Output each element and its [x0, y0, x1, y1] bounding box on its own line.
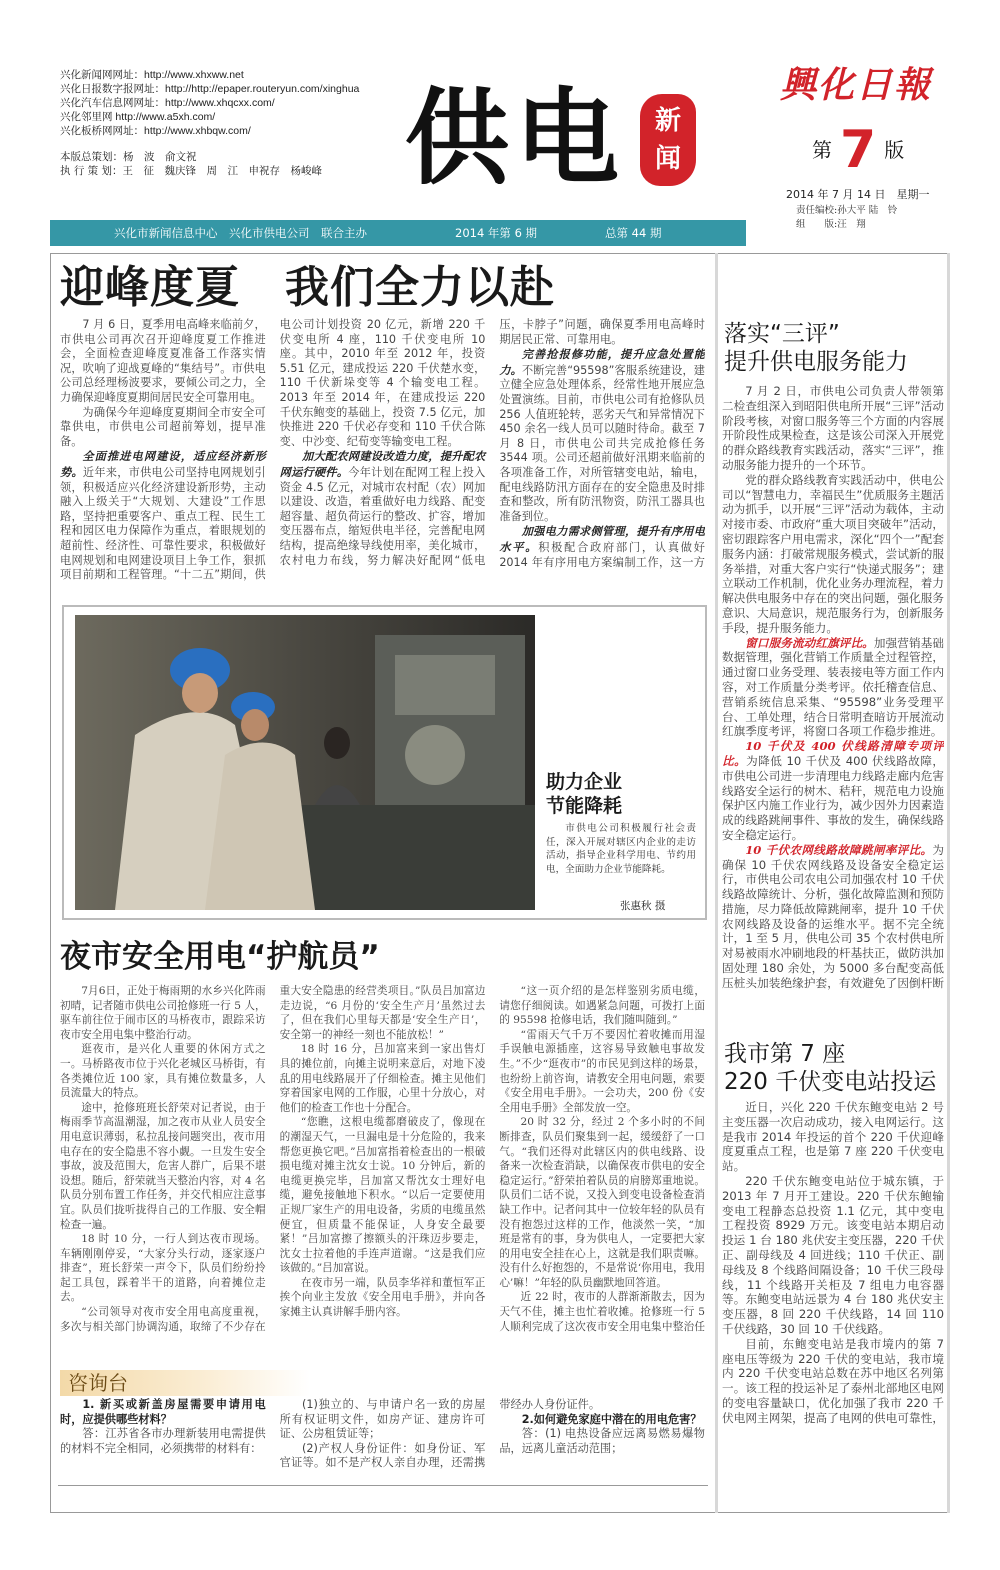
- paragraph-text: 为确保今年迎峰度夏期间全市安全可靠供电，市供电公司超前筹划，提早准备。: [60, 405, 266, 448]
- paragraph-text: (2)产权人身份证件：如身份证、军官证等。如不是产权人亲自办理，还需携带经办人身份证件。: [279, 1398, 601, 1470]
- paragraph: [60, 318, 266, 406]
- paragraph-text: “您瞧，这根电缆都磨破皮了，像现在的潮湿天气，一旦漏电是十分危险的，我来帮您更换它吧。”吕加富指着检查出的一根破损电缆对摊主沈女士说。10 分钟后，新的电缆更换完毕，吕加富又帮沈女士理好电缆，避免接触地下积水。“以后一定要使用正规厂家生产的用电设备，劣质的电缆虽然便宜，但质量不能保证，人身安全最要紧！”吕加富擦了擦额头的汗珠迈步要走，沈女士拉着他的手连声道谢。“这是我们应该做的。”吕加富说。: [279, 1116, 486, 1275]
- section-title: 供电: [405, 77, 626, 199]
- paragraph: [280, 1042, 486, 1115]
- paragraph: [280, 1398, 486, 1442]
- url-line: 兴化邻里网 http://www.a5xh.com/: [60, 111, 216, 123]
- paragraph: [499, 984, 705, 1028]
- planning-credits: [60, 150, 322, 178]
- paragraph-text: (1)独立的、与申请户名一致的房屋所有权证明文件，如房产证、建房许可证、公房租赁证等；: [279, 1398, 486, 1441]
- photo-credit: 张惠秋 摄: [620, 900, 666, 912]
- paragraph: [722, 384, 944, 473]
- credit-line: 本版总策划：杨 波 俞文祝: [60, 151, 197, 163]
- headline-line: 落实“三评”: [724, 321, 840, 347]
- paragraph-text: 2.如何避免家庭中潜在的用电危害？: [521, 1412, 702, 1426]
- paragraph-text: 目前，东鲍变电站是我市境内的第 7 座电压等级为 220 千伏的变电站，我市境内 220 千伏变电站总数在苏中地区名列第一。该工程的投运补足了泰州北部地区电网的变电容量缺口，优化加强了我市 220 千伏电网主网架，提高了电网的供电可靠性，: [722, 1336, 944, 1425]
- paragraph: [60, 1042, 266, 1100]
- paragraph: [499, 1413, 705, 1428]
- paragraph-text: 7 月 6 日，夏季用电高峰来临前夕，市供电公司再次召开迎峰度夏工作推进会，全面检查迎峰度夏准备工作落实情况，吹响了迎战夏峰的“集结号”。市供电公司总经理杨波要求，要倾公司之力，全力确保迎峰度夏期间居民安全可靠用电。: [60, 318, 266, 404]
- paragraph: [499, 1115, 705, 1290]
- text-columns: [722, 384, 944, 1020]
- issue-number: 2014 年第 6 期: [455, 226, 538, 240]
- text-columns: [60, 1398, 705, 1482]
- paragraph-text: 220 千伏东鲍变电站位于城东镇，于 2013 年 7 月开工建设。220 千伏东鲍输变电工程静态总投资 1.1 亿元，其中变电工程投资 8929 万元。该变电站本期启动投运 1 台 180 兆伏安主变压器，220 千伏正、副母线及 4 回进线；110 千伏正、副母线及 8 个线路间隔设备；10 千伏三段母线，11 个线路开关柜及 7 组电力电容器等。东鲍变电站远景为 4 台 180 兆伏安主变压器，8 回 220 千伏线路，14 回 110 千伏线路，30 回 10 千伏线路。: [722, 1173, 944, 1336]
- edition-suffix: 版: [884, 138, 905, 162]
- headline-three-reviews: [724, 320, 908, 376]
- qa-title: 咨询台: [60, 1370, 310, 1396]
- url-line: 兴化新闻网网址：http://www.xhxww.net: [60, 69, 244, 81]
- paragraph: [722, 739, 944, 843]
- news-seal: [640, 94, 696, 186]
- paragraph-text: 逛夜市，是兴化人重要的休闲方式之一。马桥路夜市位于兴化老城区马桥街，有各类摊位近 100 家，具有摊位数量多，人员流量大的特点。: [60, 1043, 266, 1100]
- website-urls: [60, 68, 359, 138]
- paragraph-text: 18 时 10 分，一行人到达夜市现场。车辆刚刚停妥，“大家分头行动，逐家逐户排查”，班长舒荣一声令下，队员们纷纷拎起工具包，踩着半干的道路，向着摊位走去。: [60, 1233, 266, 1304]
- paragraph: [60, 1427, 266, 1456]
- paragraph-text: 18 时 16 分，吕加富来到一家出售灯具的摊位前，向摊主说明来意后，对地下凌乱的用电线路展开了仔细检查。摊主见他们穿着国家电网的工作服，心里十分放心，对他们的检查工作也十分配合。: [279, 1043, 486, 1114]
- paragraph-lead: 10 千伏及 400 伏线路清障专项评比。: [722, 739, 944, 768]
- seal-char: 闻: [654, 144, 681, 174]
- paragraph-text: 答：江苏省各市办理新装用电需提供的材料不完全相同，必须携带的材料有：: [60, 1427, 266, 1455]
- edition-number: [812, 122, 904, 178]
- editor-line: 组 版:汪 翔: [796, 219, 866, 230]
- total-issue: 总第 44 期: [605, 226, 662, 240]
- divider: [58, 1485, 708, 1486]
- paragraph-text: 7月6日，正处于梅雨期的水乡兴化阵雨初晴，记者随市供电公司抢修班一行 5 人，驱车前往位于闹市区的马桥夜市，跟踪采访夜市安全用电集中整治行动。: [60, 985, 266, 1041]
- paragraph: [60, 1398, 266, 1427]
- headline-line: 我市第 7 座: [724, 1041, 846, 1067]
- paragraph: [60, 1101, 266, 1232]
- paragraph-text: 不断完善“95598”客服系统建设，建立健全应急处理体系，经常性地开展应急处置演练。目前，市供电公司有抢修队员 256 人值班轮转，恶劣天气和异常情况下 450 余名一线人员可以随时待命。截至 7 月 8 日，市供电公司共完成抢修任务 3544 项。公司还超前做好汛期来临前的各项准备工作，对所管辖变电站，输电，配电线路防汛方面存在的安全隐患及时排查和整改，所有防汛物资，防汛工器具也准备到位。: [499, 363, 705, 523]
- paragraph-text: 近日，兴化 220 千伏东鲍变电站 2 号主变压器一次启动成功，接入电网运行。这是我市 2014 年投运的首个 220 千伏迎峰度夏重点工程，也是第 7 座 220 千伏变电站。: [722, 1100, 944, 1174]
- photo-title-line: 节能降耗: [546, 795, 623, 817]
- photo-caption: 市供电公司积极履行社会责任，深入开展对辖区内企业的走访活动，指导企业科学用电、节约用电，全面助力企业节能降耗。: [546, 823, 696, 875]
- paragraph: [60, 406, 266, 450]
- paragraph-lead: 加大配农网建设改造力度，提升配农网运行硬件。: [279, 449, 486, 479]
- sponsor-banner: [50, 220, 746, 246]
- paragraph-text: 在夜市另一端，队员李华祥和董恒军正挨个向业主发放《安全用电手册》，并向各家摊主认真讲解手册内容。: [279, 1276, 486, 1319]
- paragraph: [499, 347, 705, 524]
- paragraph: [499, 1028, 705, 1116]
- paragraph-text: 20 时 32 分，经过 2 个多小时的不间断排查，队员们聚集到一起，缓缓舒了一口气。“我们还得对此辖区内的供电线路、设备来一次检查消缺，以确保夜市供电的安全稳定运行。”舒荣拍着队员的肩膀郑重地说。队员们二话不说，又投入到变电设备检查消缺工作中。记者问其中一位较年轻的队员有没有抱怨过这样的工作，他淡然一笑，“加班是常有的事，身为供电人，一定要把大家的用电安全挂在心上，这就是我们职责嘛。没有什么好抱怨的，不是常说‘你用电，我用心’嘛！”年轻的队员幽默地回答道。: [499, 1116, 705, 1289]
- paragraph: [499, 1427, 705, 1456]
- paragraph: [280, 1276, 486, 1320]
- edition-num: 7: [840, 120, 877, 180]
- text-columns: [60, 318, 705, 584]
- credit-line: 执 行 策 划：王 征 魏庆锋 周 江 申祝存 杨峻峰: [60, 165, 323, 177]
- paragraph-text: 为降低 10 千伏及 400 伏线路故障，市供电公司进一步清理电力线路走廊内危害线路安全运行的树木、秸秆，规范电力设施保护区内施工作业行为，减少因外力因素造成的线路跳闸事件、事故的发生，确保线路安全稳定运行。: [722, 753, 944, 842]
- paragraph-text: 积极配合政府部门，认真做好 2014 年有序用电方案编制工作，这一方: [499, 540, 705, 569]
- url-line: 兴化汽车信息网网址：http://www.xhqcxx.com/: [60, 97, 275, 109]
- issue-date: 2014 年 7 月 14 日 星期一: [786, 188, 930, 201]
- paragraph-text: “雷雨天气千万不要因忙着收摊而用湿手误触电源插座，这容易导致触电事故发生。”不少“逛夜市”的市民见到这样的场景，也纷纷上前咨询，请教安全用电问题，索要《安全用电手册》。一会功夫，200 份《安全用电手册》全部发放一空。: [499, 1028, 705, 1114]
- paragraph: [280, 1115, 486, 1276]
- headline-line: 220 千伏变电站投运: [724, 1069, 937, 1095]
- headline-line: 提升供电服务能力: [724, 349, 908, 375]
- paragraph-text: 途中，抢修班班长舒荣对记者说，由于梅雨季节高温潮湿，加之夜市从业人员安全用电意识薄弱，私拉乱接问题突出，夜市用电存在的安全隐患不容小觑。一旦发生安全事故，波及范围大，危害人群广，后果不堪设想。随后，舒荣就当天整治内容，对 4 名队员分别布置工作任务，并交代相应注意事宜。队员们拢听拢得自己的工作服、安全帽检查一遍。: [60, 1101, 266, 1231]
- edition-prefix: 第: [812, 138, 832, 162]
- paragraph-text: 近 22 时，夜市的人群渐渐散去，因为天气不佳，摊主也忙着收摊。抢修班一行 5 人顺利完成了这次夜市安全用电集中整治任: [499, 1291, 705, 1333]
- paragraph-text: “这一页介绍的是怎样鉴别劣质电缆，请您仔细阅读。如遇紧急问题，可拨打上面的 95598 抢修电话，我们随叫随到。”: [499, 985, 705, 1027]
- text-columns: [722, 1100, 944, 1440]
- photo-title-line: 助力企业: [546, 771, 623, 793]
- headline-main: 迎峰度夏 我们全力以赴: [60, 262, 555, 313]
- paragraph: [722, 473, 944, 636]
- editor-line: 责任编校:孙大平 陆 铃: [796, 205, 898, 216]
- photo-workers: [75, 615, 535, 910]
- url-line: 兴化板桥网网址：http://www.xhbqw.com/: [60, 125, 251, 137]
- paragraph-text: 加强营销基础数据管理，强化营销工作质量全过程管控，通过窗口业务受理、装表接电等方面工作内容，对工作质量分类考评。依托稽查信息、营销系统信息采集、“95598”业务受理平台、工单处理，结合日常明查暗访开展流动红旗季度考评，将窗口各项工作稳步推进。: [722, 635, 944, 739]
- seal-char: 新: [654, 106, 681, 136]
- paragraph: [60, 1232, 266, 1305]
- paragraph-text: 答：(1) 电热设备应远离易燃易爆物品，远离儿童活动范围；: [499, 1427, 705, 1455]
- paragraph-lead: 加强电力需求侧管理，提升有序用电水平。: [499, 524, 705, 554]
- paragraph-lead: 窗口服务流动红旗评比。: [745, 635, 874, 650]
- url-line: 兴化日报数字报网址：http://http://epaper.routeryun.com/xinghua: [60, 83, 360, 95]
- paragraph-lead: 全面推进电网建设，适应经济新形势。: [60, 449, 266, 479]
- paragraph-lead: 完善抢报修功能，提升应急处置能力。: [499, 347, 705, 377]
- paragraph-text: 1. 新买或新盖房屋需要申请用电时，应提供哪些材料？: [60, 1398, 266, 1426]
- paragraph: [722, 1174, 944, 1337]
- sponsors: 兴化市新闻信息中心 兴化市供电公司 联合主办: [114, 226, 367, 240]
- photo-title: [546, 770, 622, 818]
- newspaper-logo: 興化日報: [780, 64, 933, 106]
- paragraph-lead: 10 千伏农网线路故障跳闸率评比。: [745, 842, 933, 857]
- text-columns: [60, 984, 705, 1348]
- paragraph: [722, 636, 944, 740]
- paragraph: [722, 1100, 944, 1174]
- paragraph-text: “公司领导对夜市安全用电高度重视，多次与相关部门协调沟通，取缔了不少存在重大安全隐患的经营类项目。”队员吕加富边走边说，“6 月份的‘安全生产月’虽然过去了，但在我们心里每天都是‘安全生产日’，安全第一的神经一刻也不能放松！”: [60, 985, 486, 1333]
- editors: [796, 204, 897, 232]
- paragraph-text: 党的群众路线教育实践活动中，供电公司以“智慧电力，幸福民生”优质服务主题活动为抓手，以开展“三评”活动为载体，主动对接市委、市政府“重大项目突破年”活动，密切跟踪客户用电需求，深化“四个一”配套服务内涵：打破常规服务模式，尝试新的服务举措，对重大客户实行“快递式服务”；建立联动工作机制，优化业务办理流程，着力解决供电服务中存在的突出问题，强化服务意识、大局意识，规范服务行为，创新服务手段，提升服务能力。: [722, 472, 944, 635]
- paragraph-text: 近年来，市供电公司坚持电网规划引领，积极适应兴化经济建设新形势，主动融入上级关于“大规划、大建设”工作思路，坚持把重要客户、重点工程、民生工程和园区电力保障作为重点，着眼规划的超前性、经济性、可靠性要求，积极做好电网规划和电网建设项目上争工作，狠抓项目前期和工程管理。“十二五”期间，供电公司计划投资 20 亿元，新增 220 千伏变电所 4 座，110 千伏变电所 10 座。其中，2010 年至 2012 年，投资 5.51 亿元，建成投运 220 千伏楚水变，110 千伏新垛变等 4 个输变电工程。2013 年至 2014 年，在建成投运 220 千伏东鲍变的基础上，投资 7.5 亿元，加快推进 220 千伏必存变和 110 千伏合陈变、中沙变、纪荀变等输变电工程。: [60, 318, 486, 582]
- paragraph-text: 今年计划在配网工程上投入资金 4.5 亿元，对城市农村配（农）网加以建设、改造，着重做好电力线路、配变超容量、超负荷运行的整改、扩容，增加变压器布点，缩短供电半径，完善配电网结构，提高绝缘导线使用率，美化城市，农村电力布线，努力解决好配网“低电压，卡脖子”问题，确保夏季用电高峰时期居民正常、可靠用电。: [279, 318, 705, 567]
- paragraph: [60, 984, 266, 1042]
- headline-substation: [724, 1040, 936, 1096]
- headline-night-market: 夜市安全用电“护航员”: [60, 939, 380, 975]
- paragraph-text: 7 月 2 日，市供电公司负责人带领第二检查组深入到昭阳供电所开展“三评”活动阶段考核，对窗口服务等三个方面的内容展开阶段性成果检查，这是该公司深入开展党的群众路线教育实践活动，落实“三评”，推动服务能力提升的一个环节。: [722, 384, 944, 472]
- paragraph-text: 为确保 10 千伏农网线路及设备安全稳定运行，市供电公司农电公司加强农村 10 千伏线路故障统计、分析，强化故障监测和预防措施，尽力降低故障跳闸率，提升 10 千伏农网线路及设备的运维水平。据不完全统计，1 至 5 月，供电公司 35 个农村供电所对易被雨水冲刷地段的杆基扶正，做防洪加固处理 180 余处，为 5000 多台配变高低压桩头加装绝缘护套，有效避免了因倒杆断: [722, 842, 944, 990]
